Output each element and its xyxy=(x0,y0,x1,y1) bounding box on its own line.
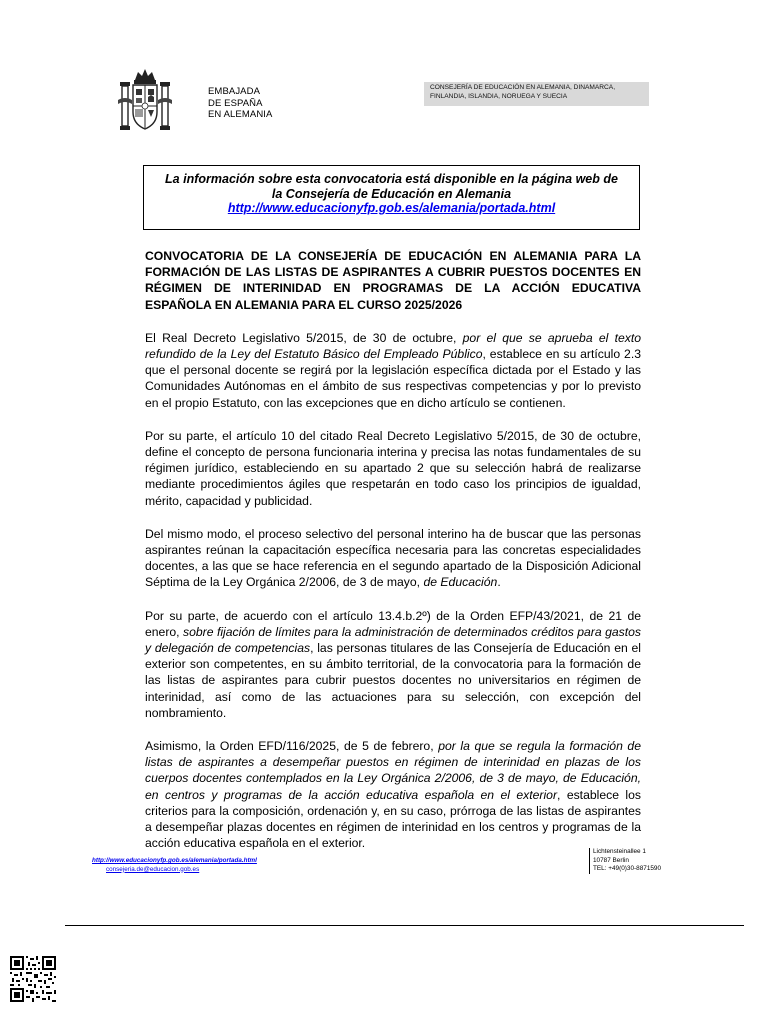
footer-email-link[interactable]: consejeria.de@educacion.gob.es xyxy=(106,865,200,873)
embassy-line-1: EMBAJADA xyxy=(208,86,261,97)
document-title: CONVOCATORIA DE LA CONSEJERÍA DE EDUCACIÓN EN ALEMANIA PARA LA FORMACIÓN DE LAS LISTAS DE ASPIRANTES A CUBRIR PUESTOS DOCENTES EN RÉGIMEN DE INTERINIDAD EN PROGRAMAS DE LA ACCIÓN EDUCATIVA ESPAÑOLA EN ALEMANIA PARA EL CURSO 2025/2026 xyxy=(145,249,641,312)
footer-web-link[interactable]: http://www.educacionyfp.gob.es/alemania/portada.html xyxy=(92,857,257,864)
embassy-name xyxy=(208,86,272,121)
address-city: 10787 Berlin xyxy=(593,856,629,864)
document-body xyxy=(145,248,641,869)
paragraph-1: El Real Decreto Legislativo 5/2015, de 30 de octubre, por el que se aprueba el texto refundido de la Ley del Estatuto Básico del Empleado Público, establece en su artículo 2.3 que el personal docente se regirá por la legislación específica dictada por el Estado y las Comunidades Autónomas en el ámbito de sus respectivas competencias y por lo previsto en el propio Estatuto, con las excepciones que en dicho artículo se contienen. xyxy=(145,330,641,410)
footer-divider xyxy=(65,925,744,926)
consejeria-line-1: CONSEJERÍA DE EDUCACIÓN EN ALEMANIA, DINAMARCA, xyxy=(430,84,616,91)
embassy-line-2: DE ESPAÑA xyxy=(208,97,263,109)
footer-address xyxy=(589,848,661,874)
qr-code-icon xyxy=(10,956,56,1002)
info-line-2: la Consejería de Educación en Alemania xyxy=(271,186,512,201)
info-web-link[interactable]: http://www.educacionyfp.gob.es/alemania/portada.html xyxy=(227,201,556,215)
info-line-1: La información sobre esta convocatoria está disponible en la página web de xyxy=(165,172,618,186)
embassy-line-3: EN ALEMANIA xyxy=(208,109,273,120)
paragraph-3: Del mismo modo, el proceso selectivo del personal interino ha de buscar que las personas aspirantes reúnan la capacitación específica necesaria para las concretas especialidades docentes, a las que se hace referencia en el segundo apartado de la Disposición Adicional Séptima de la Ley Orgánica 2/2006, de 3 de mayo, de Educación. xyxy=(145,526,641,590)
consejeria-line-2: FINLANDIA, ISLANDIA, NORUEGA Y SUECIA xyxy=(430,93,568,100)
coat-of-arms-logo xyxy=(118,66,172,136)
address-phone: TEL: +49(0)30-8871590 xyxy=(593,865,662,872)
footer-links xyxy=(92,857,257,874)
consejeria-header-box xyxy=(424,82,649,106)
paragraph-5: Asimismo, la Orden EFD/116/2025, de 5 de febrero, por la que se regula la formación de listas de aspirantes a desempeñar puestos en régimen de interinidad en plazas de los cuerpos docentes contemplados en la Ley Orgánica 2/2006, de 3 de mayo, de Educación, en centros y programas de la acción educativa española en el exterior, establece los criterios para la composición, ordenación y, en su caso, prórroga de las listas de aspirantes a desempeñar plazas docentes en régimen de interinidad en los centros y programas de la acción educativa española en el exterior. xyxy=(145,739,641,851)
address-street: Lichtensteinallee 1 xyxy=(593,848,646,855)
paragraph-2: Por su parte, el artículo 10 del citado Real Decreto Legislativo 5/2015, de 30 de octubre, define el concepto de persona funcionaria interina y precisa las notas fundamentales de su régimen jurídico, estableciendo en su apartado 2 que su selección habrá de realizarse mediante procedimientos ágiles que respetarán en todo caso los principios de igualdad, mérito, capacidad y publicidad. xyxy=(145,428,641,508)
paragraph-4: Por su parte, de acuerdo con el artículo 13.4.b.2º) de la Orden EFP/43/2021, de 21 de enero, sobre fijación de límites para la administración de determinados créditos para gastos y delegación de competencias, las personas titulares de las Consejería de Educación en el exterior son competentes, en su ámbito territorial, de la convocatoria para la formación de las listas de aspirantes para cubrir puestos docentes no universitarios en régimen de interinidad, así como de las actuaciones para su selección, con excepción del nombramiento. xyxy=(145,608,641,720)
info-notice-box xyxy=(143,165,640,230)
